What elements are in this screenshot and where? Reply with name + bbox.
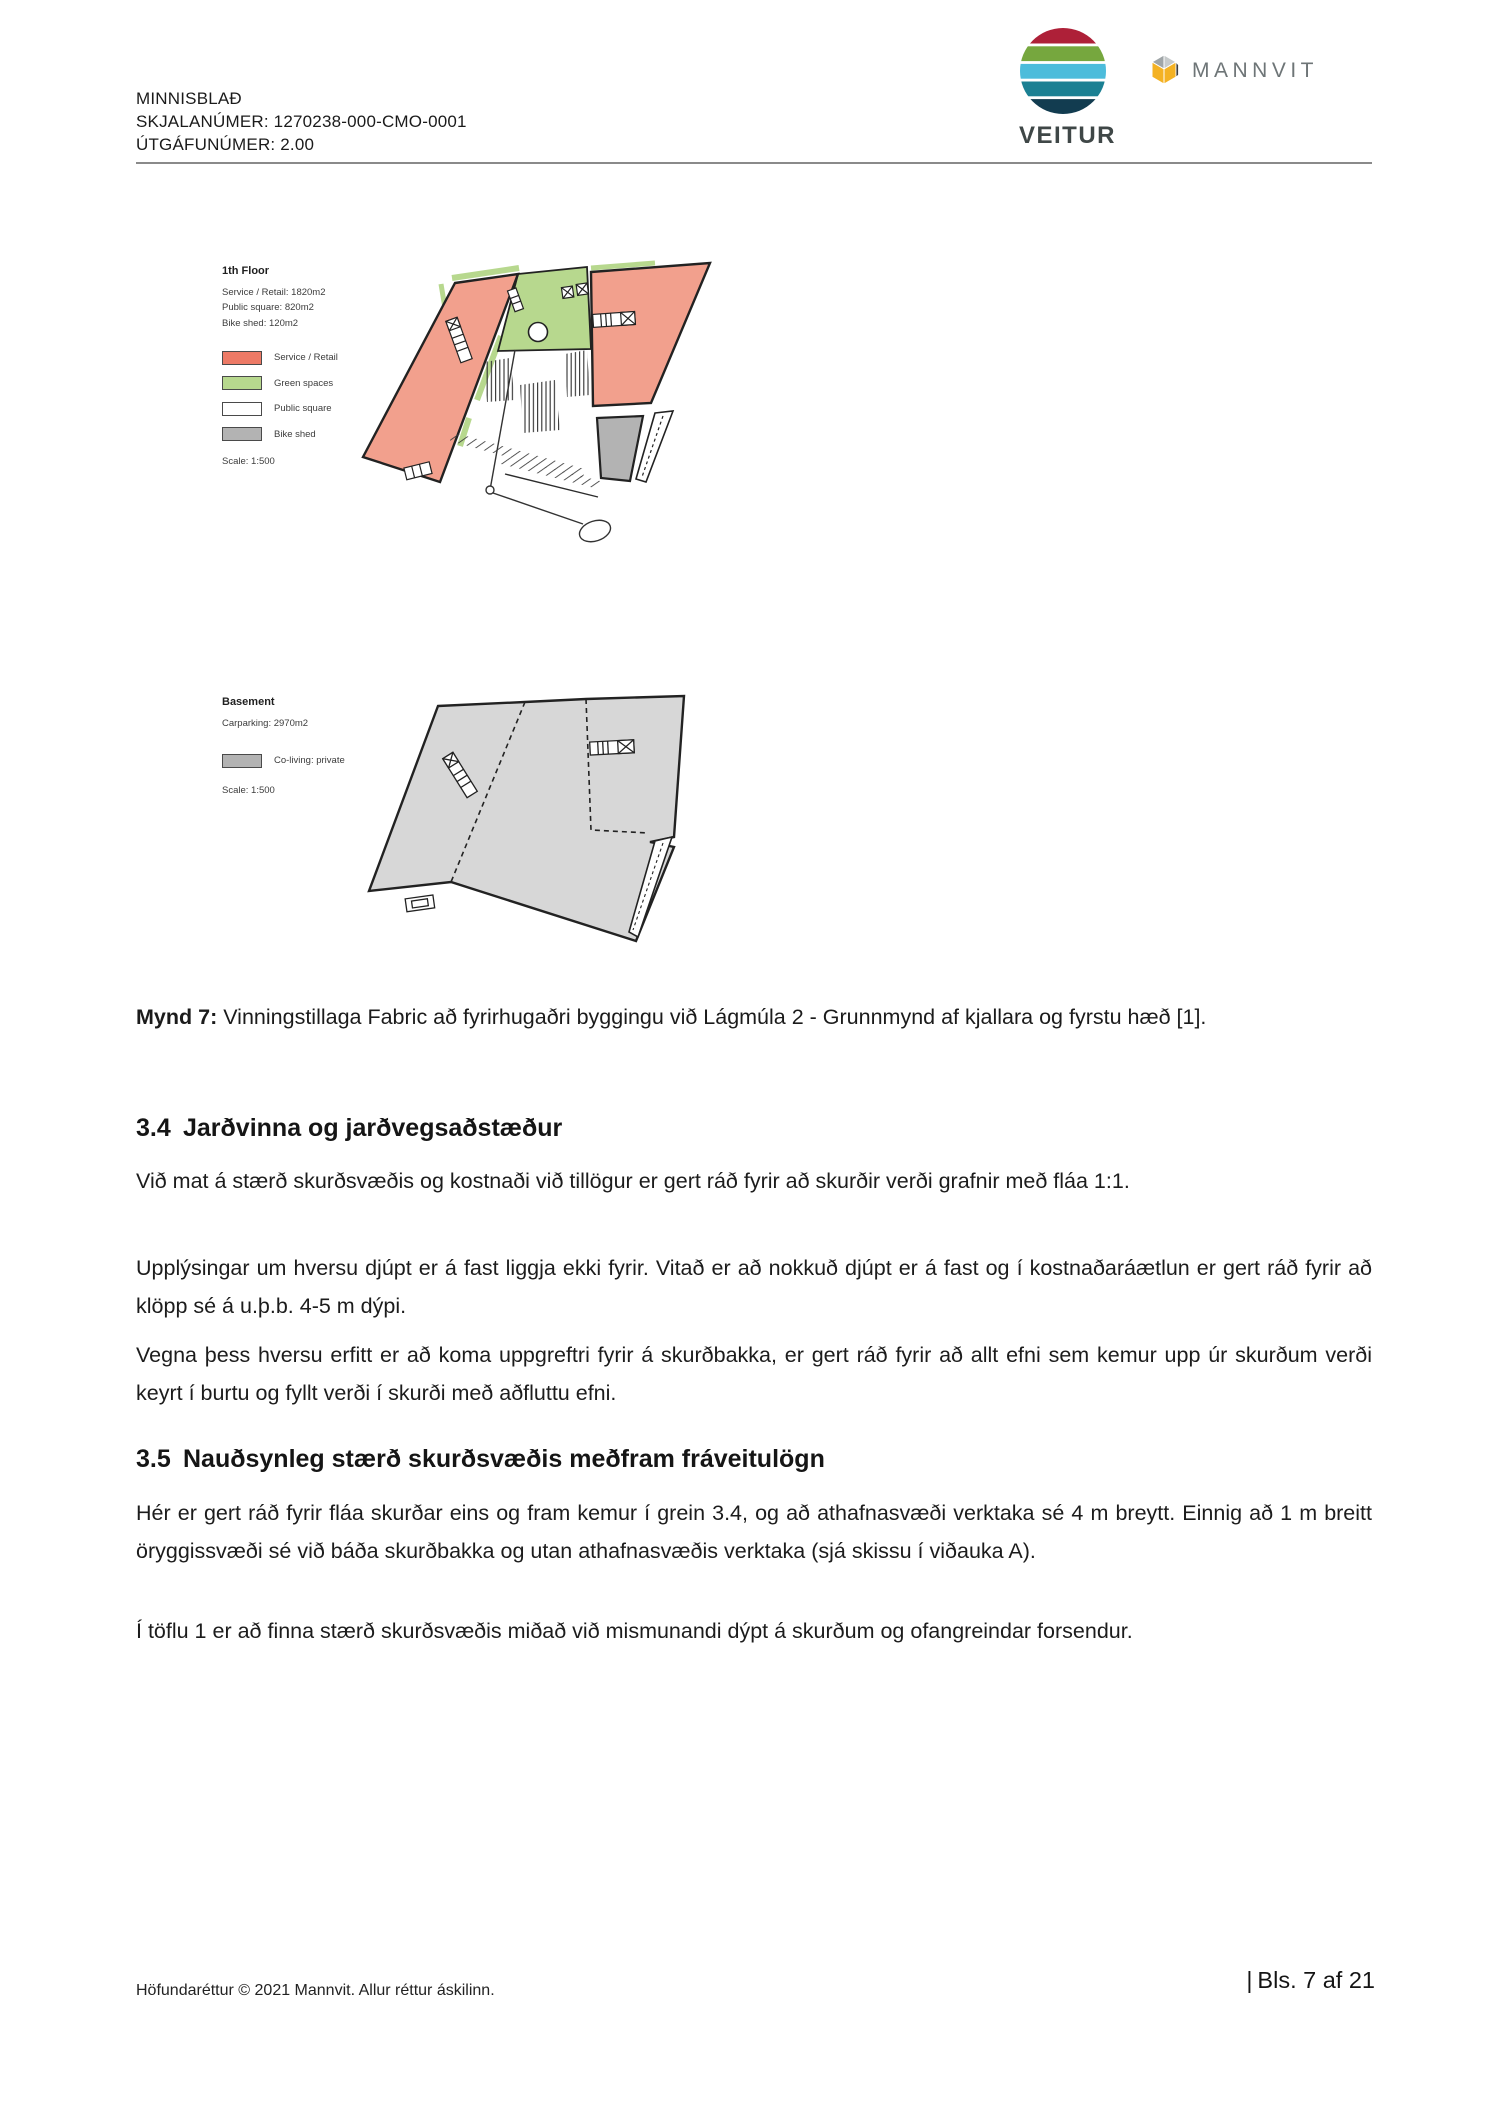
- legend-item: [222, 427, 338, 443]
- section-number: 3.5: [136, 1445, 171, 1473]
- paragraph: Í töflu 1 er að finna stærð skurðsvæðis miðað við mismunandi dýpt á skurðum og ofangreindar forsendur.: [136, 1619, 1133, 1643]
- legend-label: Green spaces: [274, 377, 334, 389]
- stat-line: Carparking: 2970m2: [222, 717, 309, 729]
- courtyard-circle: [529, 323, 548, 342]
- figure-scale: Scale: 1:500: [222, 784, 275, 796]
- paragraph: Við mat á stærð skurðsvæðis og kostnaði við tillögur er gert ráð fyrir að skurðir verði grafnir með fláa 1:1.: [136, 1169, 1130, 1193]
- basement-legend: [222, 695, 345, 798]
- veitur-wordmark: VEITUR: [1019, 122, 1117, 149]
- legend-label: Public square: [274, 403, 332, 414]
- right-wing-service-retail: [591, 263, 710, 406]
- walkway-hatching: [450, 432, 600, 497]
- first-floor-legend: [222, 264, 338, 470]
- legend-label: Service / Retail: [274, 352, 338, 363]
- figure-title: Basement: [222, 696, 275, 708]
- doc-type: MINNISBLAÐ: [136, 89, 242, 108]
- figure-title: 1th Floor: [222, 265, 270, 277]
- legend-item: [222, 376, 338, 392]
- section-title: Nauðsynleg stærð skurðsvæðis meðfram fráveitulögn: [183, 1445, 825, 1473]
- legend-item: [222, 350, 338, 366]
- footer-page-label: Bls. 7 af 21: [1257, 1967, 1375, 1993]
- square-sketch-texture: [484, 350, 590, 433]
- mannvit-wordmark: MANNVIT: [1192, 59, 1318, 82]
- legend-item: [222, 753, 345, 769]
- footer-page-number: [1246, 1967, 1375, 1994]
- header-divider: [136, 162, 1372, 164]
- section-title: Jarðvinna og jarðvegsaðstæður: [183, 1114, 563, 1142]
- stat-line: Public square: 820m2: [222, 302, 314, 313]
- stat-line: Service / Retail: 1820m2: [222, 286, 326, 298]
- first-floor-plan: [355, 250, 720, 550]
- legend-swatch-co-living: [222, 754, 262, 768]
- doc-number: SKJALANÚMER: 1270238-000-CMO-0001: [136, 112, 467, 131]
- paragraph: Vegna þess hversu erfitt er að koma uppgreftri fyrir á skurðbakka, er gert ráð fyrir að allt efni sem kemur upp úr skurðum verði keyrt í burtu og fyllt verði í skurði með aðfluttu efni.: [136, 1343, 1372, 1405]
- veitur-logo-icon: [1019, 27, 1107, 115]
- section-heading-3-4: [136, 1114, 1372, 1143]
- bike-shed: [597, 416, 643, 481]
- section-number: 3.4: [136, 1114, 171, 1142]
- stat-line: Bike shed: 120m2: [222, 317, 299, 329]
- legend-swatch-green-spaces: [222, 376, 262, 390]
- section-heading-3-5: [136, 1445, 1372, 1474]
- footer-separator: |: [1246, 1967, 1253, 1993]
- header-block: [136, 87, 467, 156]
- caption-text: Vinningstillaga Fabric að fyrirhugaðri byggingu við Lágmúla 2 - Grunnmynd af kjallara og fyrstu hæð [1].: [223, 1005, 1207, 1029]
- mannvit-logo: [1147, 53, 1318, 89]
- legend-label: Co-living: private: [274, 755, 345, 766]
- paragraph: Upplýsingar um hversu djúpt er á fast liggja ekki fyrir. Vitað er að nokkuð djúpt er á fast og í kostnaðaráætlun er gert ráð fyrir að klöpp sé á u.þ.b. 4-5 m dýpi.: [136, 1256, 1372, 1318]
- caption-label: Mynd 7:: [136, 1005, 218, 1029]
- basement-plan: [350, 680, 710, 952]
- legend-label: Bike shed: [274, 428, 316, 440]
- legend-swatch-public-square: [222, 402, 262, 416]
- legend-item: [222, 401, 338, 417]
- legend-swatch-service-retail: [222, 351, 262, 365]
- paragraph: Hér er gert ráð fyrir fláa skurðar eins og fram kemur í grein 3.4, og að athafnasvæði verktaka sé 4 m breytt. Einnig að 1 m breitt öryggissvæði sé við báða skurðbakka og utan athafnasvæðis verktaka (sjá skissu í viðauka A).: [136, 1501, 1372, 1563]
- legend-swatch-bike-shed: [222, 427, 262, 441]
- footer-copyright: Höfundaréttur © 2021 Mannvit. Allur réttur áskilinn.: [136, 1982, 495, 1999]
- doc-version: ÚTGÁFUNÚMER: 2.00: [136, 135, 315, 154]
- mannvit-cube-icon: [1147, 53, 1181, 89]
- veitur-logo: [1019, 27, 1117, 150]
- figure-scale: Scale: 1:500: [222, 456, 275, 467]
- figure-caption: [136, 999, 1374, 1036]
